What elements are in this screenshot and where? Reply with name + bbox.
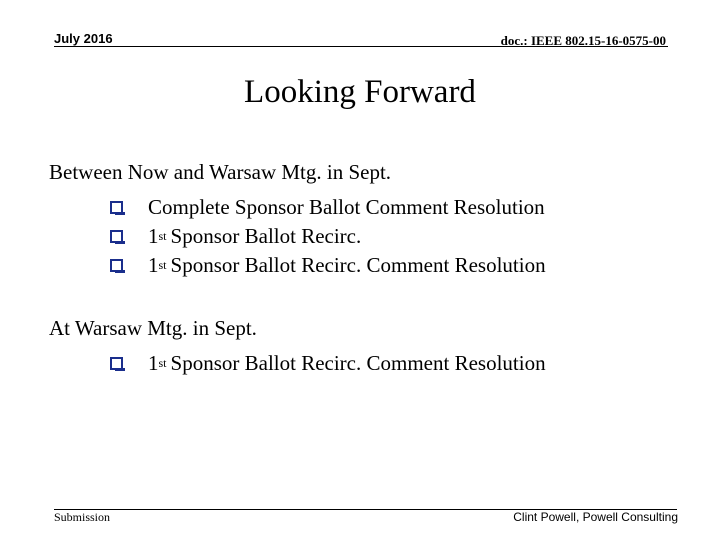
bullet-list-at-warsaw xyxy=(110,349,546,378)
list-item xyxy=(110,251,546,280)
section-heading-at-warsaw: At Warsaw Mtg. in Sept. xyxy=(49,316,257,340)
checkbox-icon xyxy=(110,230,123,243)
list-item-ordinal: 1 xyxy=(148,253,159,277)
checkbox-icon xyxy=(110,259,123,272)
list-item-ordinal-suffix: st xyxy=(158,229,167,243)
list-item xyxy=(110,193,546,222)
checkbox-icon xyxy=(110,201,123,214)
header-divider xyxy=(54,46,668,47)
list-item xyxy=(110,222,546,251)
list-item-ordinal-suffix: st xyxy=(158,356,167,370)
footer-submission: Submission xyxy=(54,510,111,524)
list-item-text: Sponsor Ballot Recirc. xyxy=(170,224,362,248)
list-item-ordinal: 1 xyxy=(148,224,159,248)
slide-title: Looking Forward xyxy=(244,74,476,110)
bullet-list-between-now xyxy=(110,193,546,280)
footer-author: Clint Powell, Powell Consulting xyxy=(513,510,678,524)
header-date: July 2016 xyxy=(54,31,113,46)
list-item-text: Sponsor Ballot Recirc. Comment Resolution xyxy=(170,253,546,277)
header-doc-id: doc.: IEEE 802.15-16-0575-00 xyxy=(500,33,666,48)
list-item xyxy=(110,349,546,378)
section-heading-between-now: Between Now and Warsaw Mtg. in Sept. xyxy=(49,160,392,184)
list-item-text: Complete Sponsor Ballot Comment Resolution xyxy=(148,195,545,219)
checkbox-icon xyxy=(110,357,123,370)
list-item-ordinal: 1 xyxy=(148,351,159,375)
list-item-text: Sponsor Ballot Recirc. Comment Resolution xyxy=(170,351,546,375)
list-item-ordinal-suffix: st xyxy=(158,258,167,272)
